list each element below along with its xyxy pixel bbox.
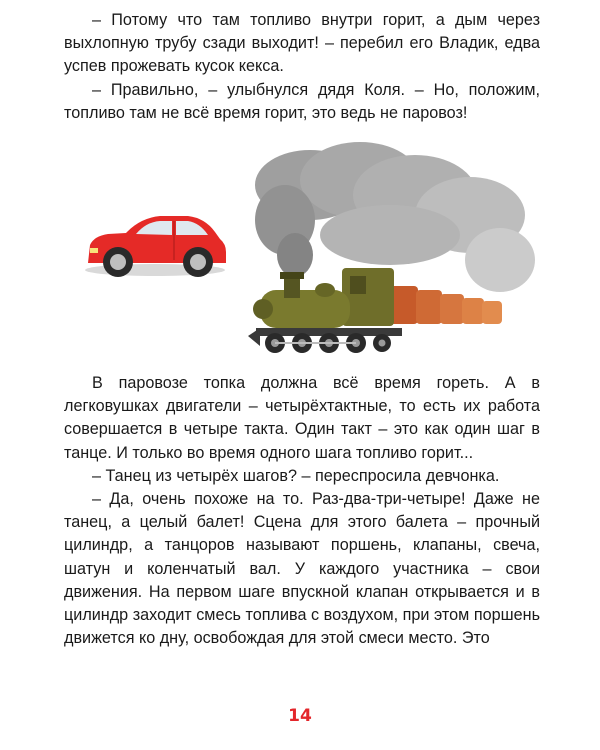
smoke-cloud-icon <box>255 142 535 292</box>
paragraph: – Потому что там топливо внутри горит, а дым через выхлопную трубу сзади выходит! – перебил его Владик, едва успев прожевать кусок кекса. <box>64 11 540 76</box>
steam-locomotive-icon <box>248 268 502 353</box>
paragraph: – Да, очень похоже на то. Раз-два-три-четыре! Даже не танец, а целый балет! Сцена для этого балета – прочный цилиндр, а танцоров называют поршень, клапаны, свеча, шатун и коленчатый вал. У каждого участника – свои движения. На первом шаге впускной клапан открывается и в цилиндр заходит смесь топлива с воздухом, при этом поршень движется ко дну, освобождая для этой смеси место. Это <box>64 490 540 648</box>
red-car-icon <box>85 216 226 277</box>
paragraph: В паровозе топка должна всё время гореть. А в легковушках двигатели – четырёхтактные, то есть их работа совершается в четыре такта. Один такт – это как один шаг в танце. И только во время одного шага топливо горит... <box>64 374 540 462</box>
page-number: 14 <box>288 706 312 726</box>
car-and-train-illustration <box>60 140 540 365</box>
paragraph: – Танец из четырёх шагов? – переспросила девчонка. <box>92 466 500 485</box>
paragraph: – Правильно, – улыбнулся дядя Коля. – Но, положим, топливо там не всё время горит, это ведь не паровоз! <box>64 80 540 122</box>
top-text-block <box>64 9 540 125</box>
bottom-text-block <box>64 372 540 650</box>
